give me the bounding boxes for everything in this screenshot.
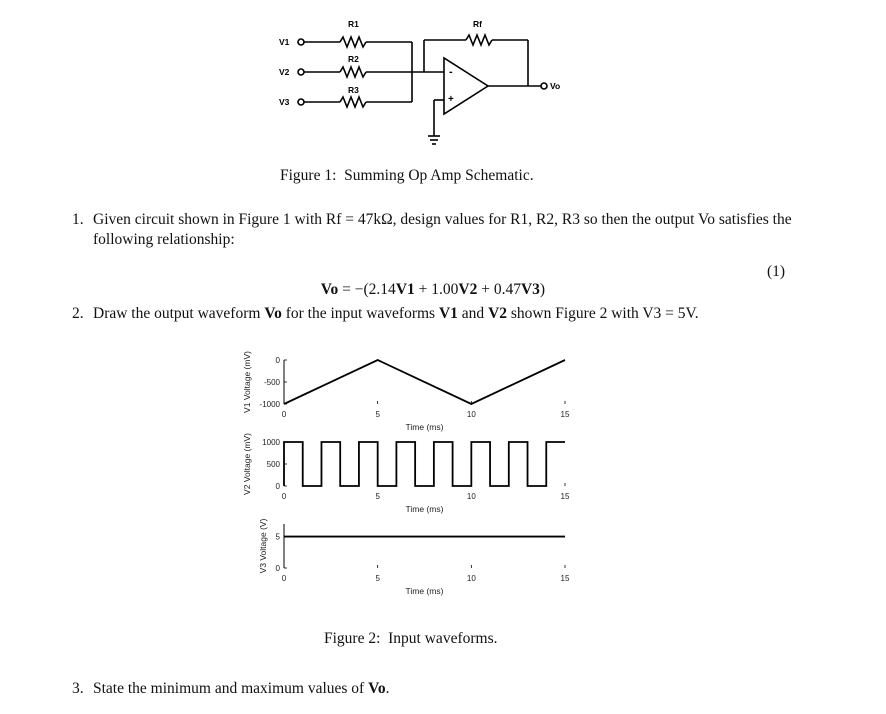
- v1-label: V1: [279, 37, 290, 47]
- plot2-x-tick-label: 5: [375, 492, 380, 501]
- plot2-y-axis-label: V2 Voltage (mV): [242, 433, 252, 495]
- q2-v2: V2: [488, 305, 508, 322]
- plot2-y-tick-label: 0: [275, 482, 280, 491]
- plot1-y-tick-label: -500: [263, 378, 280, 387]
- q3-part-b: .: [385, 680, 390, 697]
- eq-rhs-prefix: = −(2.14: [338, 281, 396, 298]
- plot3-y-axis-label: V3 Voltage (V): [258, 518, 268, 574]
- question-2-number: 2.: [72, 305, 84, 322]
- q3-vo: Vo: [368, 680, 386, 697]
- eq-suffix: ): [539, 281, 546, 298]
- eq-mid1: + 1.00: [414, 281, 459, 298]
- q2-part-c: and: [457, 305, 489, 322]
- eq-v3: V3: [520, 281, 540, 298]
- rf-label: Rf: [473, 19, 482, 29]
- plot3-y-tick-label: 5: [275, 532, 280, 542]
- vo-label: Vo: [550, 81, 561, 91]
- equation-number: (1): [767, 263, 786, 280]
- r1-label: R1: [348, 19, 359, 29]
- plot1-x-tick-label: 0: [281, 410, 287, 419]
- plot3-x-tick-label: 15: [560, 574, 570, 583]
- question-3-text: [93, 679, 390, 699]
- q2-part-a: Draw the output waveform: [93, 305, 265, 322]
- q2-part-d: shown Figure 2 with V3 = 5V.: [507, 305, 699, 322]
- plot3-x-tick-label: 10: [466, 574, 476, 583]
- q3-part-a: State the minimum and maximum values of: [93, 680, 369, 697]
- eq-mid2: + 0.47: [477, 281, 521, 298]
- question-3-number: 3.: [72, 680, 84, 697]
- plot1-y-axis-label: V1 Voltage (mV): [242, 351, 252, 413]
- plot2-x-tick-label: 0: [281, 492, 287, 501]
- eq-vo: Vo: [320, 281, 339, 298]
- plot3-y-tick-label: 0: [275, 564, 280, 573]
- plot2-series-v2-line: [284, 442, 565, 486]
- plot1-x-tick-label: 5: [375, 410, 380, 419]
- plot2-y-tick-label: 500: [266, 460, 280, 469]
- plot1-y-tick-label: 0: [275, 356, 280, 365]
- v3-label: V3: [279, 97, 290, 107]
- op-amp-minus-sign: -: [449, 66, 453, 78]
- r3-label: R3: [348, 85, 359, 95]
- plot3-x-tick-label: 0: [281, 574, 287, 583]
- eq-v2: V2: [458, 281, 478, 298]
- plot2-x-axis-label: Time (ms): [405, 504, 444, 514]
- r2-label: R2: [348, 54, 359, 64]
- plot1-series-v1-line: [284, 360, 565, 404]
- op-amp-plus-sign: +: [448, 94, 454, 105]
- q2-v1: V1: [438, 305, 458, 322]
- eq-v1: V1: [395, 281, 415, 298]
- plot2-x-tick-label: 15: [560, 492, 570, 501]
- plot2-y-tick-label: 1000: [262, 438, 280, 447]
- plot1-x-axis-label: Time (ms): [405, 422, 444, 432]
- question-1-number: 1.: [72, 211, 84, 228]
- q2-vo: Vo: [264, 305, 282, 322]
- plot1-y-tick-label: -1000: [259, 400, 280, 409]
- plot3-x-axis-label: Time (ms): [405, 586, 444, 596]
- figure2-caption: Figure 2: Input waveforms.: [324, 630, 498, 647]
- v2-label: V2: [279, 67, 290, 77]
- q2-part-b: for the input waveforms: [281, 305, 439, 322]
- plot1-x-tick-label: 10: [466, 410, 476, 419]
- plot1-x-tick-label: 15: [560, 410, 570, 419]
- plot3-x-tick-label: 5: [375, 574, 380, 583]
- question-1-text: Given circuit shown in Figure 1 with Rf = 47kΩ, design values for R1, R2, R3 so then the output Vo satisfies the following relationship:: [93, 211, 792, 248]
- figure1-caption: Figure 1: Summing Op Amp Schematic.: [280, 167, 534, 184]
- plot2-x-tick-label: 10: [466, 492, 476, 501]
